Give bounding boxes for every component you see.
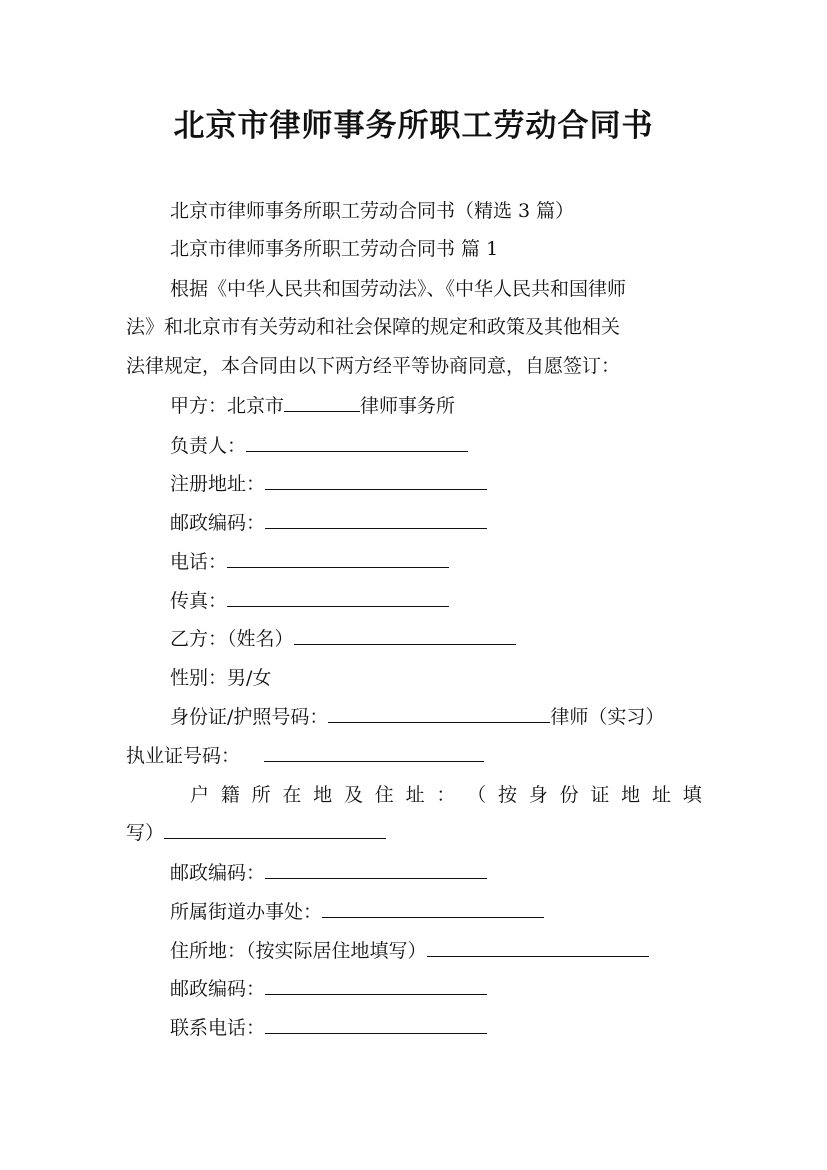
id-number-label: 身份证/护照号码： bbox=[170, 706, 329, 728]
license-line bbox=[126, 743, 484, 769]
paragraph-line-3: 法律规定，本合同由以下两方经平等协商同意，自愿签订： bbox=[126, 355, 621, 377]
party-b-name-blank[interactable] bbox=[294, 626, 516, 645]
household-char: 身 bbox=[528, 784, 548, 806]
postcode-c-label: 邮政编码： bbox=[170, 978, 266, 1000]
gender-line: 性别：男/女 bbox=[170, 667, 272, 689]
document-subtitle: 北京市律师事务所职工劳动合同书（精选 3 篇） bbox=[170, 200, 575, 222]
household-address-blank[interactable] bbox=[164, 820, 386, 839]
household-line bbox=[190, 782, 702, 808]
lawyer-practice-label: 律师（实习） bbox=[550, 706, 665, 728]
paragraph-line-1: 根据《中华人民共和国劳动法》、《中华人民共和国律师 bbox=[170, 278, 627, 300]
household-char: 份 bbox=[559, 784, 579, 806]
postcode-b-label: 邮政编码： bbox=[170, 862, 266, 884]
household-char: 地 bbox=[621, 784, 641, 806]
household-char: 户 bbox=[190, 784, 210, 806]
party-b-line bbox=[170, 626, 516, 652]
postcode-c-line bbox=[170, 976, 487, 1002]
household-char: 住 bbox=[374, 784, 394, 806]
street-office-label: 所属街道办事处： bbox=[170, 901, 323, 923]
license-label: 执业证号码： bbox=[126, 745, 241, 767]
party-a-line bbox=[170, 393, 455, 419]
postcode-a-line bbox=[170, 510, 487, 536]
part-heading: 北京市律师事务所职工劳动合同书 篇 1 bbox=[170, 238, 499, 260]
postcode-a-blank[interactable] bbox=[265, 510, 487, 529]
street-office-blank[interactable] bbox=[322, 899, 544, 918]
household-char: 籍 bbox=[220, 784, 240, 806]
principal-line bbox=[170, 433, 468, 459]
phone-label: 电话： bbox=[170, 551, 228, 573]
contact-phone-blank[interactable] bbox=[265, 1015, 487, 1034]
fax-line bbox=[170, 588, 449, 614]
contact-phone-label: 联系电话： bbox=[170, 1017, 266, 1039]
party-a-suffix: 律师事务所 bbox=[360, 395, 456, 417]
postcode-a-label: 邮政编码： bbox=[170, 512, 266, 534]
id-number-blank[interactable] bbox=[328, 704, 550, 723]
household-cont-line bbox=[126, 820, 386, 846]
postcode-b-blank[interactable] bbox=[265, 860, 487, 879]
household-char: （ bbox=[467, 784, 487, 806]
residence-blank[interactable] bbox=[427, 938, 649, 957]
reg-address-blank[interactable] bbox=[265, 471, 487, 490]
postcode-c-blank[interactable] bbox=[265, 976, 487, 995]
household-char: 按 bbox=[497, 784, 517, 806]
household-char: 址 bbox=[405, 784, 425, 806]
id-number-line bbox=[170, 704, 664, 730]
household-char: ： bbox=[436, 784, 456, 806]
principal-label: 负责人： bbox=[170, 435, 247, 457]
phone-line bbox=[170, 549, 449, 575]
household-char: 在 bbox=[282, 784, 302, 806]
phone-blank[interactable] bbox=[227, 549, 449, 568]
principal-blank[interactable] bbox=[246, 433, 468, 452]
household-char: 址 bbox=[651, 784, 671, 806]
license-blank[interactable] bbox=[264, 743, 484, 762]
fax-blank[interactable] bbox=[227, 588, 449, 607]
party-b-label: 乙方：（姓名） bbox=[170, 628, 294, 650]
household-cont-label: 写） bbox=[126, 822, 165, 844]
household-char: 填 bbox=[682, 784, 702, 806]
paragraph-line-2: 法》和北京市有关劳动和社会保障的规定和政策及其他相关 bbox=[126, 316, 621, 338]
postcode-b-line bbox=[170, 860, 487, 886]
household-char: 证 bbox=[590, 784, 610, 806]
reg-address-line bbox=[170, 471, 487, 497]
residence-line bbox=[170, 938, 649, 964]
household-char: 所 bbox=[251, 784, 271, 806]
residence-label: 住所地：（按实际居住地填写） bbox=[170, 940, 427, 962]
street-office-line bbox=[170, 899, 544, 925]
reg-address-label: 注册地址： bbox=[170, 473, 266, 495]
household-char: 及 bbox=[343, 784, 363, 806]
party-a-city-blank[interactable] bbox=[284, 393, 360, 412]
household-char: 地 bbox=[313, 784, 333, 806]
fax-label: 传真： bbox=[170, 590, 228, 612]
party-a-prefix: 甲方：北京市 bbox=[170, 395, 285, 417]
document-title: 北京市律师事务所职工劳动合同书 bbox=[173, 108, 654, 144]
contact-phone-line bbox=[170, 1015, 487, 1041]
